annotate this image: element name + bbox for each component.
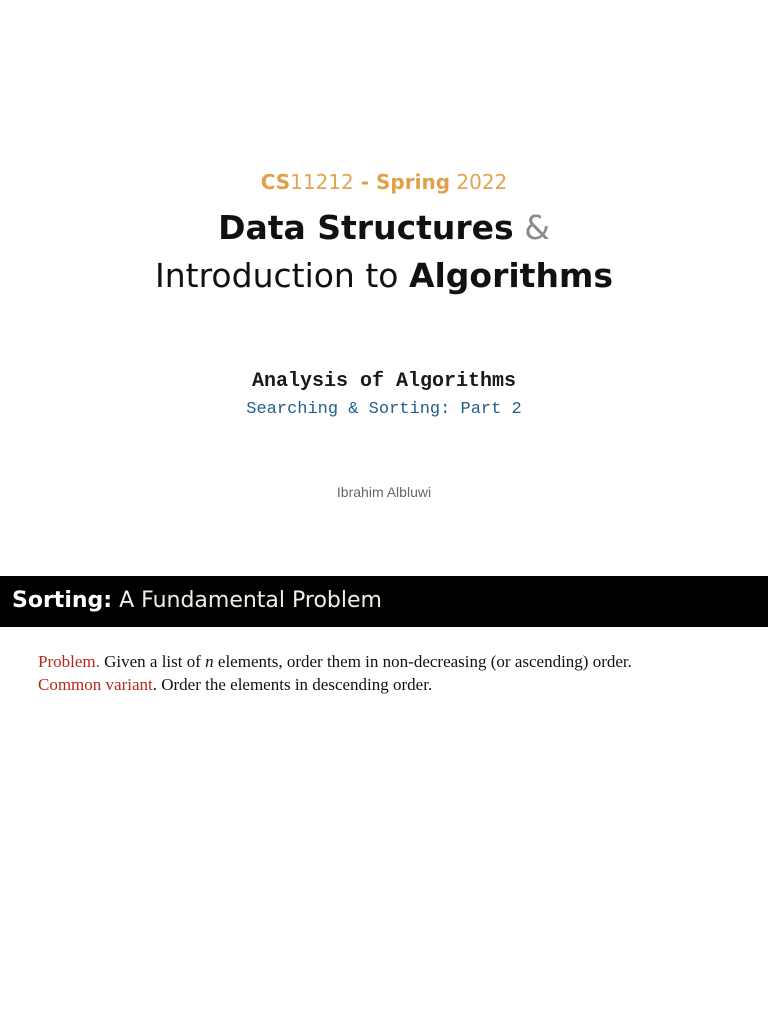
main-title (0, 204, 768, 300)
term-season: Spring (376, 170, 451, 194)
title-line-2 (0, 252, 768, 300)
course-prefix: CS (260, 170, 291, 194)
variant-line (38, 673, 748, 696)
title-line-1 (0, 204, 768, 252)
section-header-bar (0, 576, 768, 627)
course-separator: - (353, 170, 377, 194)
section-title-bold: Sorting: (12, 588, 113, 613)
title-introduction-to: Introduction to (155, 256, 409, 295)
problem-variable: n (205, 652, 214, 671)
variant-text: . Order the elements in descending order. (152, 675, 433, 694)
section-title-rest: A Fundamental Problem (112, 588, 382, 613)
problem-line (38, 650, 748, 673)
section-title (12, 586, 382, 616)
term-year: 2022 (450, 170, 508, 194)
course-line (0, 168, 768, 196)
problem-text-pre: Given a list of (99, 652, 206, 671)
title-algorithms: Algorithms (408, 256, 613, 295)
variant-term: Common variant (38, 675, 153, 694)
problem-text-post: elements, order them in non-decreasing (or ascending) order. (213, 652, 632, 671)
course-number: 11212 (290, 170, 354, 194)
author-name: Ibrahim Albluwi (336, 484, 432, 500)
problem-term: Problem. (38, 652, 100, 671)
body-text (38, 650, 748, 696)
lecture-subtitle: Analysis of Algorithms (251, 370, 517, 393)
title-ampersand: & (513, 208, 550, 247)
title-data-structures: Data Structures (218, 208, 514, 247)
lecture-part: Searching & Sorting: Part 2 (246, 400, 522, 419)
